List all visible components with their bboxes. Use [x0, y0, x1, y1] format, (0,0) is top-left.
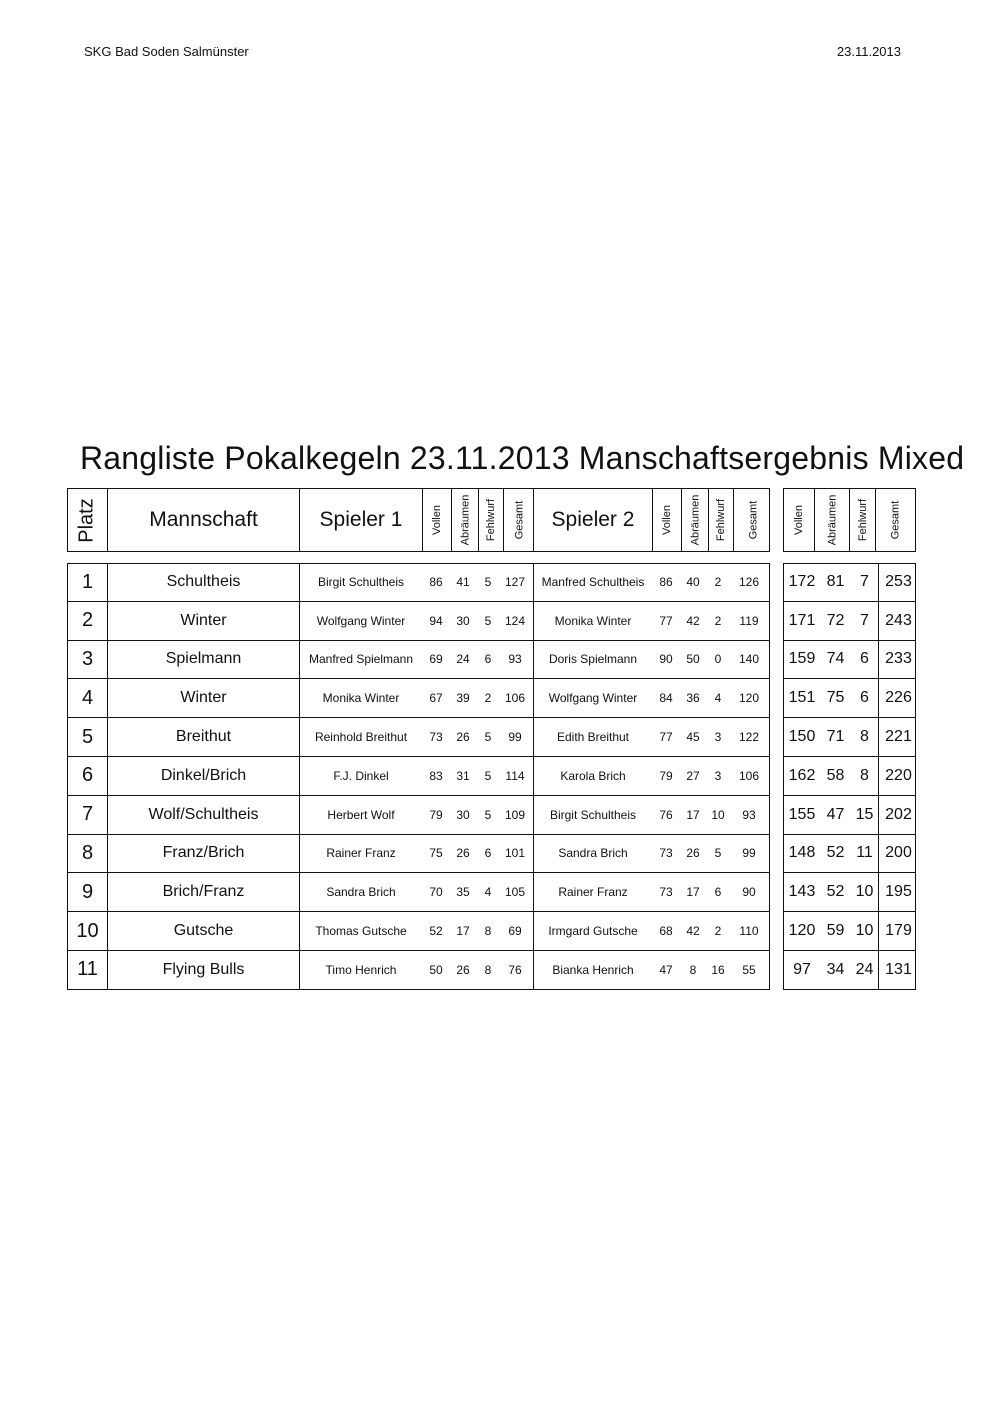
player2-name: Rainer Franz	[558, 885, 628, 900]
table-header	[67, 488, 916, 552]
player1-abraeumen: 41	[456, 575, 470, 590]
row-player1	[300, 563, 534, 602]
player1-name: Monika Winter	[322, 691, 400, 706]
player1-abraeumen: 35	[456, 885, 470, 900]
total-vollen: 151	[788, 689, 816, 707]
player1-fehlwurf: 5	[484, 730, 492, 745]
total-abraeumen: 75	[826, 689, 845, 707]
header-total	[783, 488, 916, 552]
total-vollen: 148	[788, 844, 816, 862]
header-total-abraeumen: Abräumen	[814, 488, 849, 552]
total-vollen: 155	[788, 805, 816, 823]
player2-abraeumen: 17	[686, 807, 700, 822]
row-total	[783, 757, 916, 796]
row-player1	[300, 873, 534, 912]
column-gap	[770, 488, 783, 552]
player2-fehlwurf: 16	[711, 962, 725, 977]
player2-name: Bianka Henrich	[552, 962, 634, 977]
row-player2	[534, 873, 770, 912]
player1-gesamt: 106	[504, 691, 526, 706]
player2-gesamt: 122	[738, 730, 760, 745]
player1-vollen: 52	[429, 924, 443, 939]
total-gesamt: 220	[878, 757, 918, 795]
row-total	[783, 873, 916, 912]
row-player1	[300, 679, 534, 718]
row-platz: 11	[67, 951, 108, 990]
row-team: Schultheis	[108, 563, 300, 602]
row-total	[783, 951, 916, 990]
player1-name: Rainer Franz	[326, 846, 396, 861]
player1-vollen: 73	[429, 730, 443, 745]
total-abraeumen: 81	[826, 573, 845, 591]
row-platz: 2	[67, 602, 108, 641]
player2-vollen: 84	[659, 691, 673, 706]
total-gesamt: 179	[878, 912, 918, 950]
player1-gesamt: 69	[508, 924, 522, 939]
player1-vollen: 94	[429, 613, 443, 628]
player2-vollen: 79	[659, 768, 673, 783]
player2-vollen: 73	[659, 846, 673, 861]
row-player1	[300, 835, 534, 874]
player2-fehlwurf: 4	[714, 691, 722, 706]
column-gap	[770, 602, 783, 641]
player1-vollen: 86	[429, 575, 443, 590]
total-gesamt: 226	[878, 679, 918, 717]
total-abraeumen: 47	[826, 805, 845, 823]
header-total-vollen: Vollen	[793, 505, 806, 535]
player2-abraeumen: 8	[689, 962, 697, 977]
column-gap	[770, 951, 783, 990]
total-abraeumen: 71	[826, 728, 845, 746]
player1-fehlwurf: 6	[484, 652, 492, 667]
row-player2	[534, 563, 770, 602]
total-abraeumen: 72	[826, 611, 845, 629]
player2-fehlwurf: 2	[714, 613, 722, 628]
total-vollen: 143	[788, 883, 816, 901]
row-total	[783, 641, 916, 680]
column-gap	[770, 757, 783, 796]
player2-vollen: 77	[659, 730, 673, 745]
player1-vollen: 79	[429, 807, 443, 822]
player2-fehlwurf: 5	[714, 846, 722, 861]
player2-vollen: 47	[659, 962, 673, 977]
header-p2-vollen: Vollen	[652, 488, 681, 552]
player2-abraeumen: 45	[686, 730, 700, 745]
row-team: Brich/Franz	[108, 873, 300, 912]
player1-name: Herbert Wolf	[327, 807, 395, 822]
player1-gesamt: 99	[508, 730, 522, 745]
player1-name: Wolfgang Winter	[316, 613, 406, 628]
player2-gesamt: 55	[742, 962, 756, 977]
row-player2	[534, 796, 770, 835]
total-abraeumen: 58	[826, 766, 845, 784]
player1-vollen: 70	[429, 885, 443, 900]
player1-vollen: 50	[429, 962, 443, 977]
player1-gesamt: 124	[504, 613, 526, 628]
column-gap	[770, 835, 783, 874]
player1-fehlwurf: 5	[484, 768, 492, 783]
player1-abraeumen: 39	[456, 691, 470, 706]
player2-name: Birgit Schultheis	[549, 807, 637, 822]
document-date: 23.11.2013	[836, 44, 901, 59]
total-vollen: 172	[788, 573, 816, 591]
player1-abraeumen: 31	[456, 768, 470, 783]
player2-gesamt: 99	[742, 846, 756, 861]
header-player2-label: Spieler 2	[551, 508, 635, 531]
row-platz: 1	[67, 563, 108, 602]
row-player1	[300, 718, 534, 757]
player1-gesamt: 93	[508, 652, 522, 667]
total-abraeumen: 52	[826, 883, 845, 901]
player1-abraeumen: 26	[456, 730, 470, 745]
column-gap	[770, 873, 783, 912]
total-vollen: 150	[788, 728, 816, 746]
column-gap	[770, 563, 783, 602]
row-player1	[300, 641, 534, 680]
header-p1-vollen: Vollen	[422, 488, 451, 552]
row-player2	[534, 641, 770, 680]
row-team: Breithut	[108, 718, 300, 757]
column-gap	[770, 912, 783, 951]
total-gesamt: 221	[878, 718, 918, 756]
total-gesamt: 131	[878, 951, 918, 989]
row-platz: 6	[67, 757, 108, 796]
player2-name: Irmgard Gutsche	[548, 924, 638, 939]
total-fehlwurf: 11	[856, 844, 873, 862]
row-player1	[300, 912, 534, 951]
player1-vollen: 75	[429, 846, 443, 861]
player1-name: Timo Henrich	[325, 962, 397, 977]
header-p2-abraeumen: Abräumen	[681, 488, 708, 552]
player2-gesamt: 126	[738, 575, 760, 590]
player1-vollen: 67	[429, 691, 443, 706]
player1-fehlwurf: 4	[484, 885, 492, 900]
player1-name: Thomas Gutsche	[315, 924, 407, 939]
total-vollen: 159	[788, 650, 816, 668]
row-team: Dinkel/Brich	[108, 757, 300, 796]
player2-fehlwurf: 6	[714, 885, 722, 900]
row-player2	[534, 951, 770, 990]
total-abraeumen: 52	[826, 844, 845, 862]
player2-abraeumen: 42	[686, 924, 700, 939]
row-player1	[300, 602, 534, 641]
player1-vollen: 69	[429, 652, 443, 667]
row-total	[783, 718, 916, 757]
row-team: Winter	[108, 679, 300, 718]
header-p1-gesamt: Gesamt	[503, 488, 534, 552]
player1-gesamt: 101	[504, 846, 526, 861]
player1-fehlwurf: 5	[484, 807, 492, 822]
row-total	[783, 912, 916, 951]
header-total-gesamt: Gesamt	[875, 488, 915, 552]
player2-vollen: 73	[659, 885, 673, 900]
total-vollen: 120	[788, 922, 816, 940]
player2-vollen: 68	[659, 924, 673, 939]
player2-fehlwurf: 0	[714, 652, 722, 667]
player2-abraeumen: 27	[686, 768, 700, 783]
player2-abraeumen: 17	[686, 885, 700, 900]
column-gap	[770, 641, 783, 680]
total-fehlwurf: 10	[855, 922, 874, 940]
player1-vollen: 83	[429, 768, 443, 783]
player2-name: Karola Brich	[560, 768, 626, 783]
total-gesamt: 233	[878, 641, 918, 679]
table-body	[67, 563, 916, 990]
row-player2	[534, 912, 770, 951]
total-fehlwurf: 7	[860, 573, 869, 591]
row-player1	[300, 757, 534, 796]
total-fehlwurf: 8	[860, 728, 869, 746]
total-gesamt: 243	[878, 602, 918, 640]
row-platz: 7	[67, 796, 108, 835]
total-fehlwurf: 24	[855, 960, 874, 978]
total-gesamt: 195	[878, 873, 918, 911]
player1-abraeumen: 30	[456, 807, 470, 822]
page-title: Rangliste Pokalkegeln 23.11.2013 Manschaftsergebnis Mixed	[80, 440, 965, 476]
column-gap	[770, 796, 783, 835]
total-abraeumen: 74	[826, 650, 845, 668]
player1-name: Manfred Spielmann	[308, 652, 414, 667]
player2-name: Doris Spielmann	[548, 652, 638, 667]
total-fehlwurf: 8	[860, 766, 869, 784]
row-player2	[534, 602, 770, 641]
player2-fehlwurf: 2	[714, 575, 722, 590]
player2-name: Sandra Brich	[558, 846, 628, 861]
player2-name: Edith Breithut	[556, 730, 630, 745]
header-team: Mannschaft	[108, 488, 300, 552]
player1-gesamt: 114	[505, 768, 525, 783]
player2-fehlwurf: 3	[714, 768, 722, 783]
total-gesamt: 200	[878, 835, 918, 873]
header-total-fehlwurf: Fehlwurf	[849, 488, 875, 552]
player2-name: Manfred Schultheis	[541, 575, 645, 590]
total-fehlwurf: 6	[860, 650, 869, 668]
row-team: Flying Bulls	[108, 951, 300, 990]
total-fehlwurf: 6	[860, 689, 869, 707]
player2-gesamt: 119	[739, 613, 759, 628]
player2-abraeumen: 26	[686, 846, 700, 861]
header-player2	[534, 488, 770, 552]
row-player1	[300, 951, 534, 990]
player1-name: Birgit Schultheis	[317, 575, 405, 590]
header-p1-abraeumen: Abräumen	[451, 488, 478, 552]
header-player1	[300, 488, 534, 552]
total-vollen: 97	[793, 960, 811, 978]
player2-gesamt: 110	[739, 924, 759, 939]
row-player2	[534, 757, 770, 796]
row-team: Franz/Brich	[108, 835, 300, 874]
header-player1-label: Spieler 1	[319, 508, 403, 531]
club-name: SKG Bad Soden Salmünster	[84, 44, 249, 59]
column-gap	[770, 679, 783, 718]
row-player1	[300, 796, 534, 835]
player1-name: F.J. Dinkel	[333, 768, 389, 783]
row-player2	[534, 835, 770, 874]
player1-abraeumen: 26	[456, 962, 470, 977]
player1-abraeumen: 30	[456, 613, 470, 628]
row-team: Wolf/Schultheis	[108, 796, 300, 835]
player2-gesamt: 140	[738, 652, 760, 667]
total-fehlwurf: 15	[855, 805, 874, 823]
player1-gesamt: 127	[504, 575, 526, 590]
player2-name: Wolfgang Winter	[548, 691, 638, 706]
header-p2-gesamt: Gesamt	[733, 488, 772, 552]
header-p1-fehlwurf: Fehlwurf	[478, 488, 503, 552]
player1-gesamt: 76	[508, 962, 522, 977]
row-platz: 9	[67, 873, 108, 912]
player1-abraeumen: 17	[456, 924, 470, 939]
row-total	[783, 796, 916, 835]
player2-gesamt: 90	[742, 885, 756, 900]
total-vollen: 162	[788, 766, 816, 784]
row-team: Spielmann	[108, 641, 300, 680]
player1-fehlwurf: 8	[484, 924, 492, 939]
player2-abraeumen: 36	[686, 691, 700, 706]
row-player2	[534, 679, 770, 718]
player2-abraeumen: 42	[686, 613, 700, 628]
row-platz: 4	[67, 679, 108, 718]
player2-vollen: 90	[659, 652, 673, 667]
player2-gesamt: 120	[738, 691, 760, 706]
column-gap	[770, 718, 783, 757]
row-total	[783, 679, 916, 718]
player1-gesamt: 105	[504, 885, 526, 900]
row-total	[783, 563, 916, 602]
player2-fehlwurf: 10	[711, 807, 725, 822]
row-platz: 3	[67, 641, 108, 680]
player1-fehlwurf: 2	[484, 691, 492, 706]
row-platz: 8	[67, 835, 108, 874]
player2-gesamt: 93	[742, 807, 756, 822]
player1-fehlwurf: 5	[484, 613, 492, 628]
total-abraeumen: 34	[826, 960, 845, 978]
player1-name: Sandra Brich	[326, 885, 396, 900]
player2-fehlwurf: 2	[714, 924, 722, 939]
player2-gesamt: 106	[738, 768, 760, 783]
row-total	[783, 835, 916, 874]
row-total	[783, 602, 916, 641]
player1-fehlwurf: 8	[484, 962, 492, 977]
row-platz: 5	[67, 718, 108, 757]
player2-abraeumen: 50	[686, 652, 700, 667]
player2-abraeumen: 40	[686, 575, 700, 590]
player2-fehlwurf: 3	[714, 730, 722, 745]
row-team: Gutsche	[108, 912, 300, 951]
player1-fehlwurf: 5	[484, 575, 492, 590]
row-platz: 10	[67, 912, 108, 951]
total-gesamt: 253	[878, 564, 918, 601]
header-platz: Platz	[67, 488, 108, 552]
player1-fehlwurf: 6	[484, 846, 492, 861]
player1-gesamt: 109	[504, 807, 526, 822]
player2-name: Monika Winter	[554, 613, 632, 628]
player1-name: Reinhold Breithut	[314, 730, 408, 745]
player2-vollen: 77	[659, 613, 673, 628]
player1-abraeumen: 26	[456, 846, 470, 861]
total-gesamt: 202	[878, 796, 918, 834]
total-fehlwurf: 10	[855, 883, 874, 901]
total-abraeumen: 59	[826, 922, 845, 940]
total-fehlwurf: 7	[860, 611, 869, 629]
player1-abraeumen: 24	[456, 652, 470, 667]
player2-vollen: 76	[659, 807, 673, 822]
header-p2-fehlwurf: Fehlwurf	[708, 488, 733, 552]
row-player2	[534, 718, 770, 757]
row-team: Winter	[108, 602, 300, 641]
total-vollen: 171	[788, 611, 816, 629]
player2-vollen: 86	[659, 575, 673, 590]
